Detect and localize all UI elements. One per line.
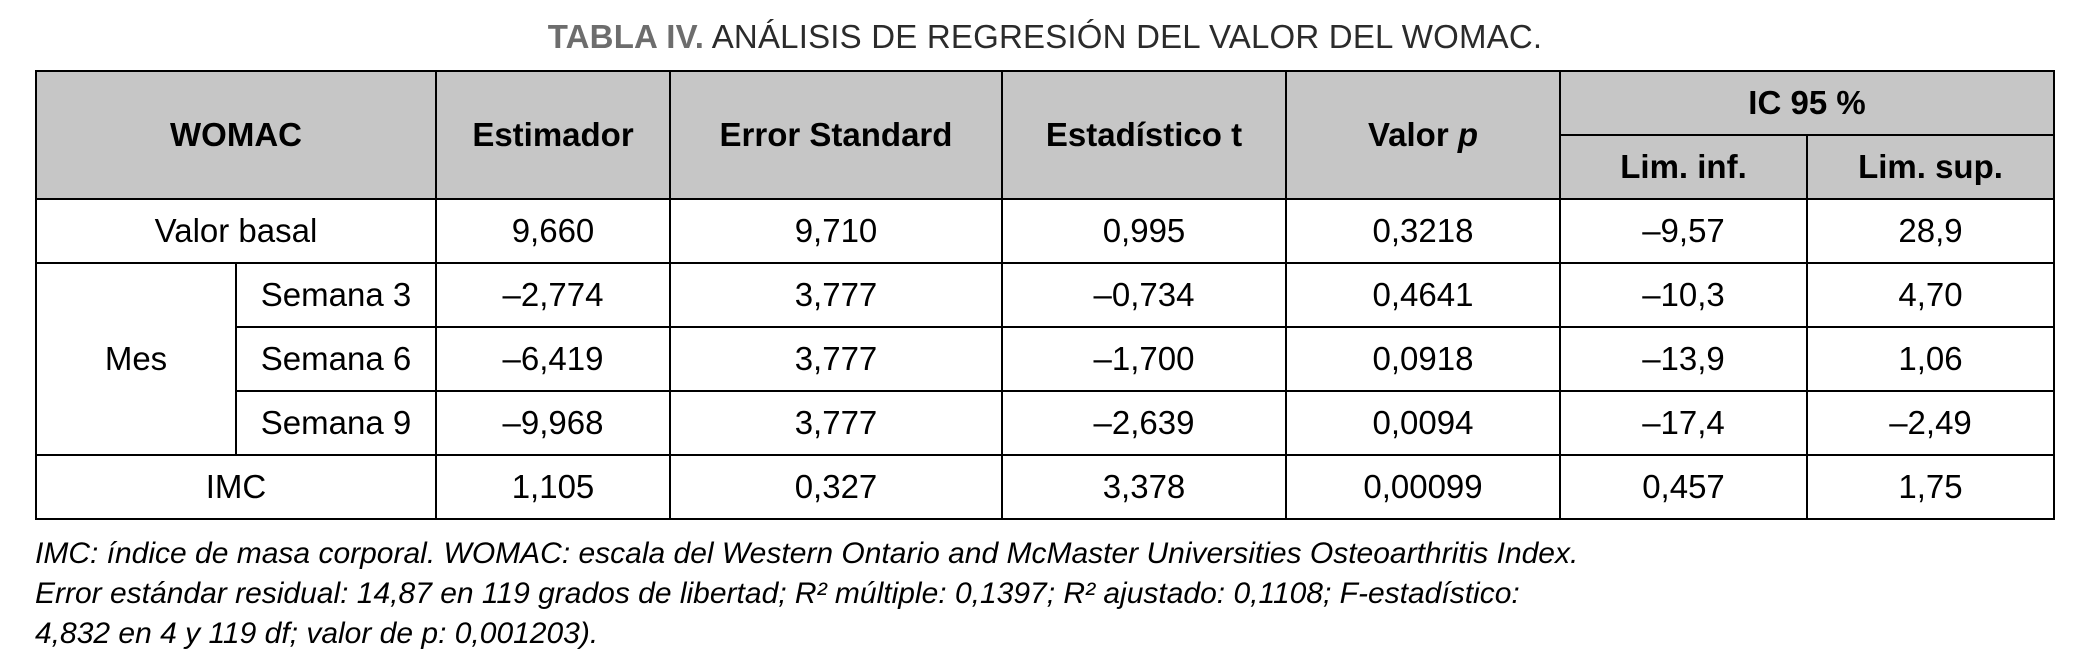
row-label-semana-6: Semana 6: [236, 327, 436, 391]
cell-error: 3,777: [670, 263, 1002, 327]
footnote-line-1: IMC: índice de masa corporal. WOMAC: escala del Western Ontario and McMaster Universities Osteoarthritis Index.: [35, 537, 1579, 570]
header-lim-inf: Lim. inf.: [1560, 135, 1807, 199]
header-lim-sup: Lim. sup.: [1807, 135, 2054, 199]
cell-t: –1,700: [1002, 327, 1286, 391]
table-row: [36, 391, 2054, 455]
table-caption-text: ANÁLISIS DE REGRESIÓN DEL VALOR DEL WOMAC.: [711, 18, 1543, 55]
header-row-primary: [36, 71, 2054, 135]
cell-estimador: –2,774: [436, 263, 670, 327]
cell-p: 0,00099: [1286, 455, 1560, 519]
cell-estimador: –6,419: [436, 327, 670, 391]
cell-lim-sup: 1,06: [1807, 327, 2054, 391]
header-womac: WOMAC: [36, 71, 436, 199]
header-ic95: IC 95 %: [1560, 71, 2054, 135]
cell-lim-sup: 4,70: [1807, 263, 2054, 327]
cell-lim-sup: 28,9: [1807, 199, 2054, 263]
regression-table-wrapper: [35, 70, 2055, 520]
table-caption-label: TABLA IV.: [547, 18, 705, 55]
table-body: [36, 199, 2054, 519]
header-estadistico-t: Estadístico t: [1002, 71, 1286, 199]
table-row: [36, 327, 2054, 391]
cell-p: 0,3218: [1286, 199, 1560, 263]
cell-t: –0,734: [1002, 263, 1286, 327]
cell-t: 0,995: [1002, 199, 1286, 263]
header-valor-p: [1286, 71, 1560, 199]
table-row: [36, 455, 2054, 519]
cell-t: –2,639: [1002, 391, 1286, 455]
table-row: [36, 263, 2054, 327]
row-label-imc: IMC: [36, 455, 436, 519]
cell-lim-inf: –13,9: [1560, 327, 1807, 391]
table-head: [36, 71, 2054, 199]
cell-estimador: 9,660: [436, 199, 670, 263]
row-group-label-mes: Mes: [36, 263, 236, 455]
cell-lim-sup: –2,49: [1807, 391, 2054, 455]
cell-lim-sup: 1,75: [1807, 455, 2054, 519]
cell-estimador: –9,968: [436, 391, 670, 455]
cell-lim-inf: –10,3: [1560, 263, 1807, 327]
header-error-standard: Error Standard: [670, 71, 1002, 199]
header-valor-p-symbol: p: [1457, 115, 1479, 153]
table-footnotes: [35, 534, 2055, 654]
footnote-line-3: 4,832 en 4 y 119 df; valor de p: 0,001203).: [35, 616, 599, 650]
cell-error: 9,710: [670, 199, 1002, 263]
cell-p: 0,4641: [1286, 263, 1560, 327]
footnote-line-2: Error estándar residual: 14,87 en 119 grados de libertad; R² múltiple: 0,1397; R² ajustado: 0,1108; F-estadístico:: [35, 576, 1520, 610]
cell-lim-inf: –17,4: [1560, 391, 1807, 455]
row-label-valor-basal: Valor basal: [36, 199, 436, 263]
cell-error: 3,777: [670, 391, 1002, 455]
table-caption: [0, 18, 2090, 56]
row-label-semana-3: Semana 3: [236, 263, 436, 327]
cell-error: 0,327: [670, 455, 1002, 519]
cell-error: 3,777: [670, 327, 1002, 391]
cell-p: 0,0094: [1286, 391, 1560, 455]
cell-p: 0,0918: [1286, 327, 1560, 391]
header-estimador: Estimador: [436, 71, 670, 199]
header-valor-p-prefix: Valor: [1367, 115, 1458, 153]
regression-table: [35, 70, 2055, 520]
row-label-semana-9: Semana 9: [236, 391, 436, 455]
cell-t: 3,378: [1002, 455, 1286, 519]
cell-estimador: 1,105: [436, 455, 670, 519]
table-row: [36, 199, 2054, 263]
cell-lim-inf: 0,457: [1560, 455, 1807, 519]
cell-lim-inf: –9,57: [1560, 199, 1807, 263]
